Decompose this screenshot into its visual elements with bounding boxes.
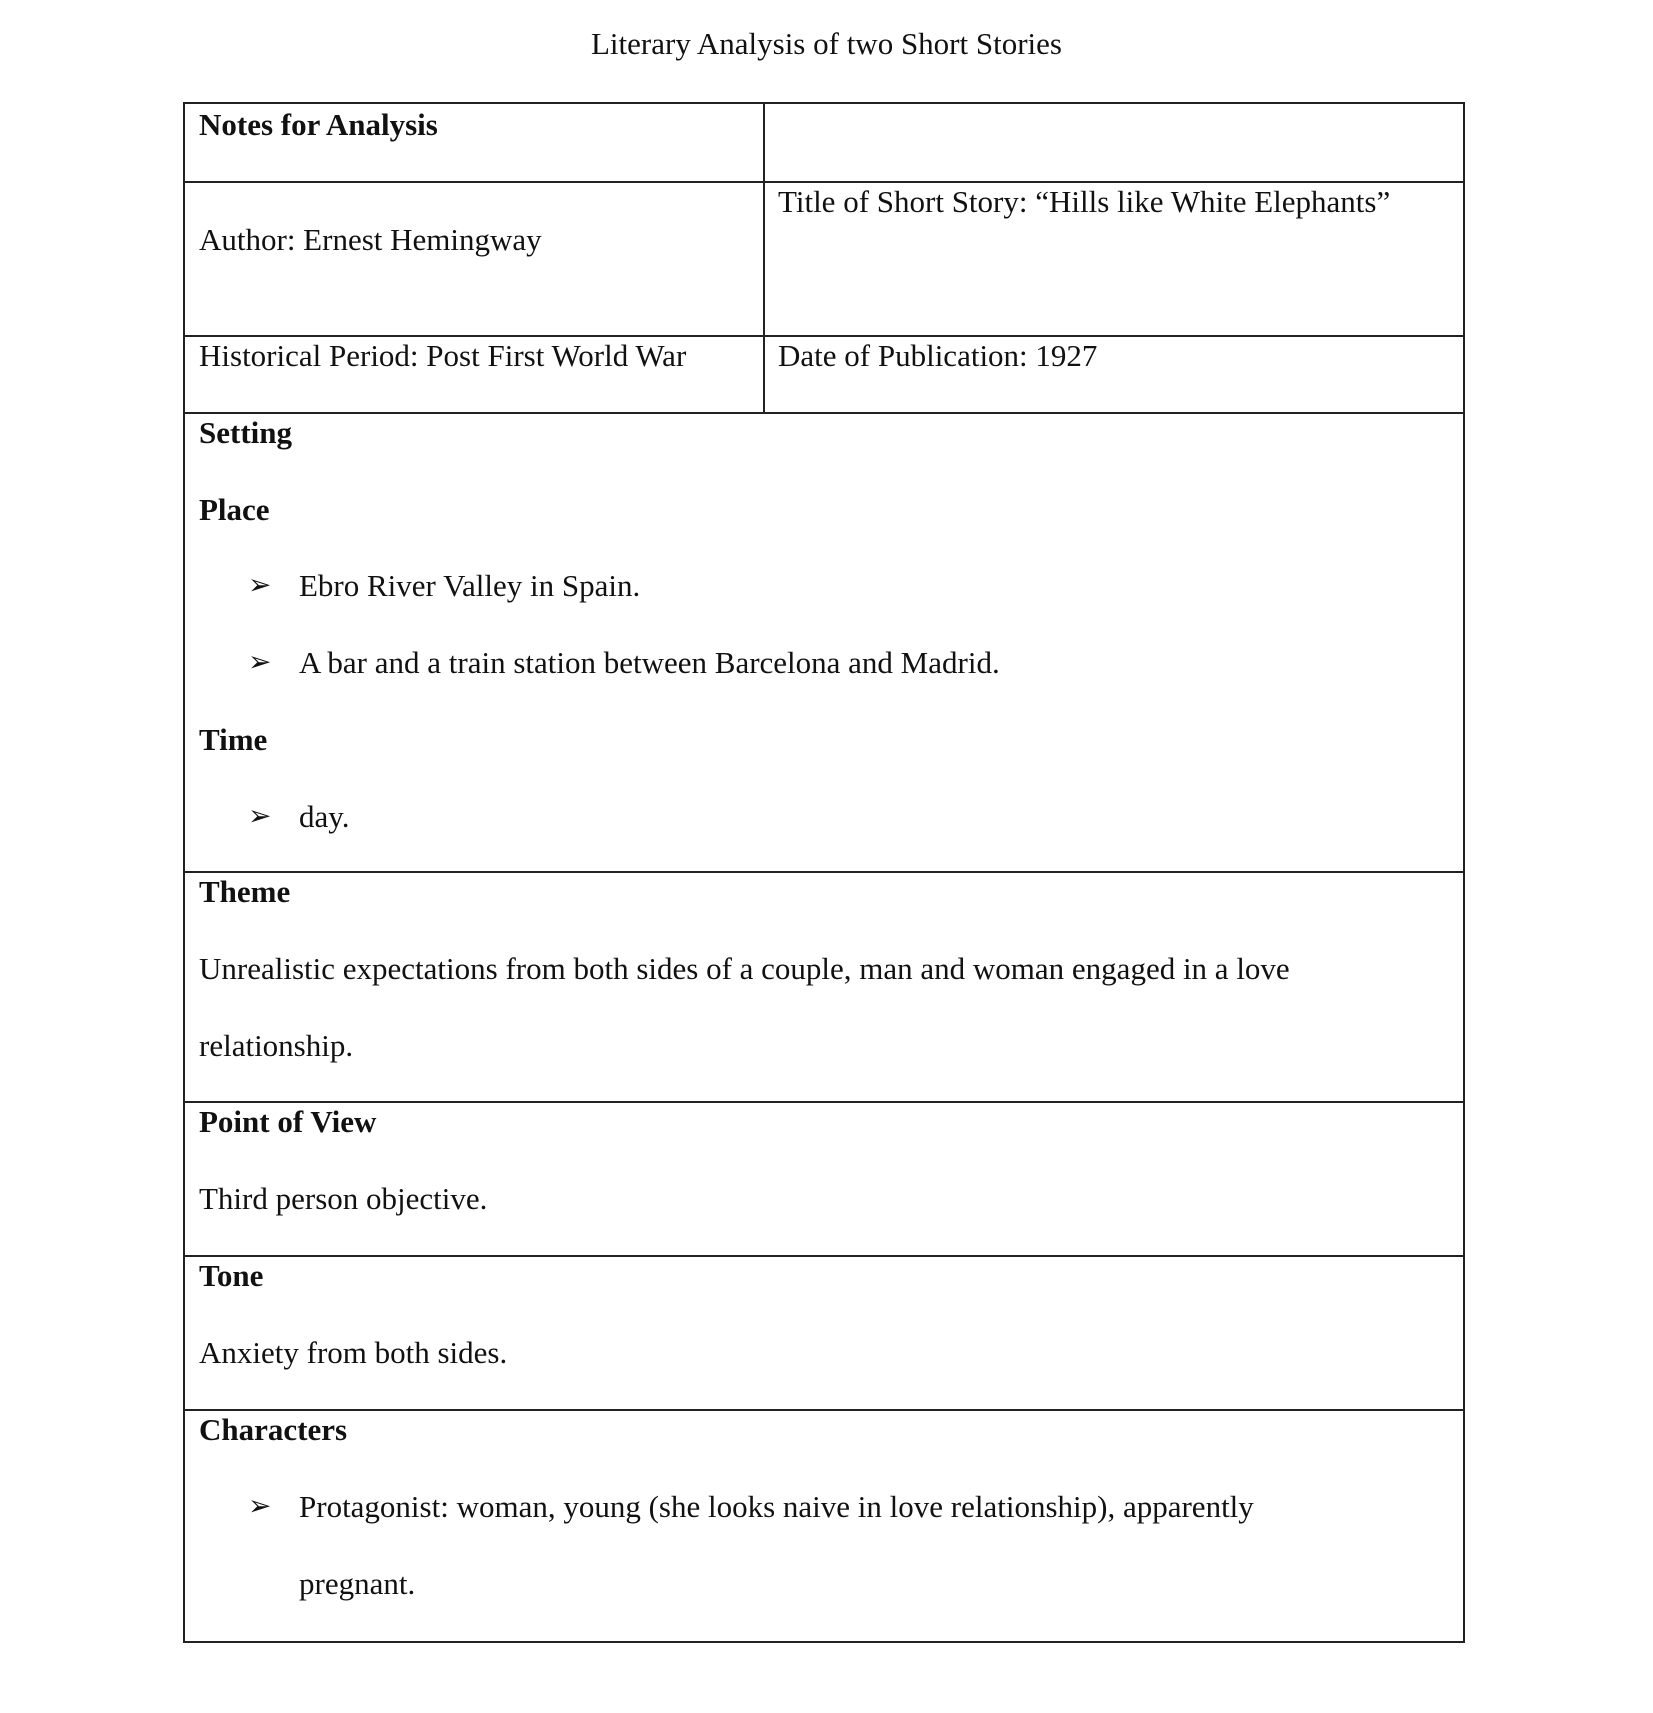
row-divider <box>185 871 1463 873</box>
arrowhead-bullet-icon: ➢ <box>248 1491 272 1522</box>
arrowhead-bullet-icon: ➢ <box>248 801 272 832</box>
place-item: A bar and a train station between Barcelona and Madrid. <box>299 645 1000 680</box>
characters-heading: Characters <box>199 1412 348 1447</box>
theme-heading: Theme <box>199 874 291 909</box>
point-of-view-text: Third person objective. <box>199 1181 488 1216</box>
row-divider <box>185 1255 1463 1257</box>
point-of-view-heading: Point of View <box>199 1104 377 1139</box>
theme-text-line-2: relationship. <box>199 1028 354 1063</box>
tone-heading: Tone <box>199 1258 264 1293</box>
notes-for-analysis-label: Notes for Analysis <box>199 107 438 142</box>
time-heading: Time <box>199 722 268 757</box>
tone-text: Anxiety from both sides. <box>199 1335 508 1370</box>
place-item: Ebro River Valley in Spain. <box>299 568 641 603</box>
character-item-line-1: Protagonist: woman, young (she looks naive in love relationship), apparently <box>299 1489 1254 1524</box>
time-item: day. <box>299 799 350 834</box>
row-divider <box>185 1409 1463 1411</box>
column-divider <box>763 104 765 412</box>
place-heading: Place <box>199 492 270 527</box>
character-item-line-2: pregnant. <box>299 1566 416 1601</box>
historical-period-field: Historical Period: Post First World War <box>199 338 687 373</box>
arrowhead-bullet-icon: ➢ <box>248 647 272 678</box>
theme-text-line-1: Unrealistic expectations from both sides of a couple, man and woman engaged in a love <box>199 951 1290 986</box>
author-field: Author: Ernest Hemingway <box>199 222 542 257</box>
arrowhead-bullet-icon: ➢ <box>248 570 272 601</box>
row-divider <box>185 412 1463 414</box>
story-title-field: Title of Short Story: “Hills like White Elephants” <box>778 184 1391 219</box>
analysis-table <box>183 102 1465 1643</box>
row-divider <box>185 1101 1463 1103</box>
publication-date-field: Date of Publication: 1927 <box>778 338 1098 373</box>
document-title: Literary Analysis of two Short Stories <box>591 26 1062 61</box>
setting-heading: Setting <box>199 415 292 450</box>
